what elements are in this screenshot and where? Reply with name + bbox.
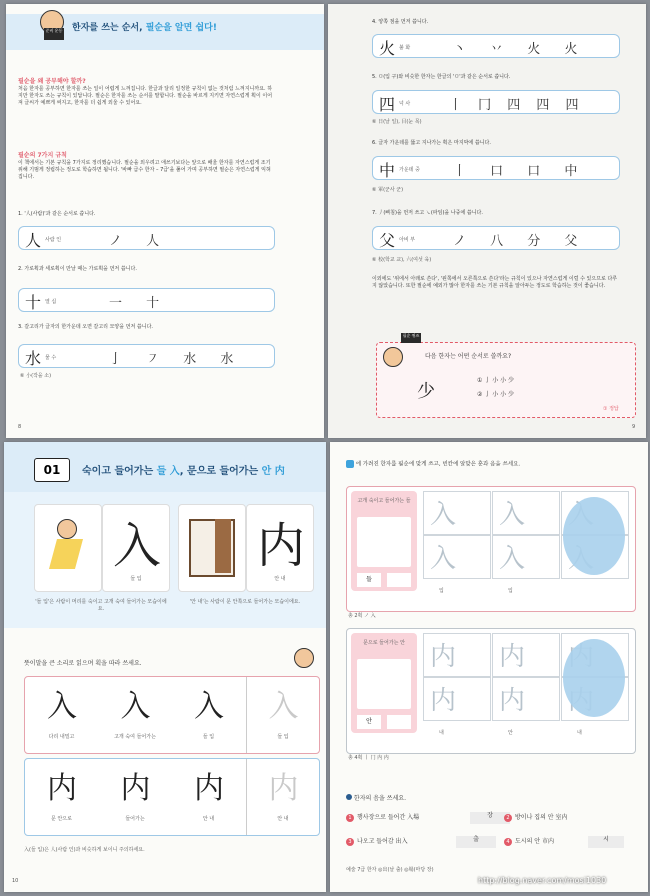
person-body-icon [49,539,83,569]
rules-body: 이 책에서는 기본 규칙을 7가지로 정리했습니다. 필순을 외우려고 애쓰기보다는 앞으로 배울 한자를 자연스럽게 조기 위해 기범게 정립하는 정도로 학습하면 됩니다. '바빠 급수 한자 – 7급'을 풀어 가며 공부하면 필순은 자연스럽게 익혀집니다. [18,160,271,180]
ink-blob-icon [563,639,625,717]
rule-4-steps: 丶 丷 火 火 [453,42,588,57]
title-part: 한자를 쓰는 순서, [72,23,146,33]
ink-blob-icon [563,497,625,575]
rule-1: 1. '人(사람)'과 같은 순서로 씁니다. [18,211,96,217]
question-2-text: 방이나 집의 안 室内 [515,814,568,821]
card-inside-desc: '안 내'는 사람이 문 안쪽으로 들어가는 모습이에요. [189,599,301,605]
trace-label: 다리 내밀고 [48,734,75,740]
summary-text: 이외에도 '위에서 아래로 쓴다', '왼쪽에서 오른쪽으로 쓴다'라는 규칙이 있으나 자연스럽게 이럴 수 있으므로 다루지 않았습니다. 또한 필순에 예외가 많아 한자를 쓰는 기본 규칙을 알아두는 정도로 학습하는 것이 좋습니다. [372,276,618,289]
rule-3-sub: 물 수 [45,355,57,361]
lesson-number: 01 [34,458,70,482]
lesson-title [82,462,285,477]
practice-cell[interactable] [423,491,491,535]
guide-char: 入 [430,500,457,530]
title-part: 숙이고 들어가는 [82,466,157,477]
trace-cell [172,759,245,835]
page-11 [330,442,648,892]
trace-cell [99,677,172,753]
reading-label: 입 [508,588,513,594]
quiz-char: 少 [417,381,435,402]
question-3-text: 나오고 들어감 出入 [357,838,408,845]
hint-panel [351,633,417,733]
rule-7-band [372,226,620,250]
guide-char: 内 [430,642,457,672]
rule-7-note: ⑥ 校(학교 교), 六(여섯 육) [372,257,432,263]
trace-label: 들 입 [202,734,215,740]
instruction-text: 에 가려진 한자를 필순에 맞게 쓰고, 빈칸에 알맞은 훈과 음을 쓰세요. [355,461,521,468]
hint-blank[interactable] [387,573,411,587]
question-4 [504,836,609,846]
practice-grid-enter [423,491,631,601]
reading-label: 내 [577,730,582,736]
rule-7: 7. 丿(삐침)을 먼저 쓰고 ㇏(파임)을 나중에 씁니다. [372,210,483,216]
title-highlight-1: 들 入 [156,466,180,477]
person-head-icon [57,519,77,539]
quiz-solution: ① 정답 [603,406,619,412]
card-inside [246,504,314,592]
rules-heading: 필순의 7가지 규칙 [18,152,67,159]
title-highlight-2: 안 内 [261,466,285,477]
rule-1-sub: 사람 인 [45,237,62,243]
hint-panel [351,491,417,591]
rule-4: 4. 양쪽 점을 먼저 씁니다. [372,19,429,25]
why-heading: 필순을 왜 공부해야 할까? [18,78,86,85]
guide-char: 入 [499,544,526,574]
page-number: 10 [12,878,19,884]
quiz-question: 다음 한자는 어떤 순서로 쓸까요? [425,353,512,360]
rule-5-sub: 넉 사 [399,101,411,107]
rule-6-char: 中 [379,161,396,180]
trace-row-enter-cells [25,677,319,753]
stroke-order-inside: 총 4획 丨 冂 内 内 [348,755,389,761]
rule-2: 2. 가로획과 세로획이 만날 때는 가로획을 먼저 씁니다. [18,266,137,272]
trace-label: 문 안으로 [51,816,72,822]
instruction: 뜻이말을 큰 소리로 읽으며 획을 따라 쓰세요. [24,660,142,667]
rule-5-band [372,90,620,114]
trace-label: 들 입 [277,734,289,740]
page-9 [328,4,646,438]
question-heading-text: 한자의 음을 쓰세요. [353,795,407,802]
page-title [72,20,217,33]
answer-4[interactable]: 시 [588,836,624,848]
guide-char: 入 [499,500,526,530]
rule-3-steps: 亅 ㇇ 水 水 [109,352,244,367]
person-illustration [34,504,102,592]
question-3 [346,836,479,846]
practice-cell[interactable] [492,535,560,579]
trace-char: 入 [268,689,299,724]
rule-3: 3. 갈고리가 글자의 한가운데 오면 갈고리 모양을 먼저 씁니다. [18,324,153,330]
trace-char: 入 [194,689,224,724]
guide-char: 入 [430,544,457,574]
hint-blank[interactable] [387,715,411,729]
rule-2-char: 十 [25,293,42,312]
guide-char: 内 [499,642,526,672]
rule-2-steps: 一 十 [109,296,170,311]
write-box[interactable] [357,517,411,567]
door-leaf-icon [215,519,231,573]
hint-title: 문으로 들어가는 안 [363,640,405,646]
practice-box-inside [346,628,636,754]
trace-char: 内 [120,771,151,806]
rule-6-sub: 가운데 중 [399,167,420,173]
trace-char: 内 [268,771,299,806]
hint-fill: 안 [357,715,381,729]
practice-cell[interactable] [423,633,491,677]
blob-icon [346,460,354,468]
rule-7-char: 父 [379,231,396,250]
trace-char: 内 [47,771,77,806]
num-1-icon: 1 [346,814,354,822]
footer-note: 예술 7급 한자 ◎出(날 출) ◎場(마당 장) [346,867,434,873]
num-2-icon: 2 [504,814,512,822]
practice-box-enter [346,486,636,612]
trace-label: 고개 숙여 들어가는 [114,734,156,740]
answer-1[interactable]: 장 [470,812,510,824]
guide-char: 内 [430,686,457,716]
trace-cell[interactable] [246,759,320,835]
trace-cell [99,759,172,835]
rule-4-sub: 불 화 [399,45,411,51]
num-4-icon: 4 [504,838,512,846]
trace-cell[interactable] [246,677,320,753]
rule-1-char: 人 [25,231,42,250]
hint-title: 고개 숙이고 들어가는 들 [357,498,411,504]
rule-7-sub: 아비 부 [399,237,416,243]
rule-5-char: 四 [379,95,396,114]
reading-label: 입 [439,588,444,594]
write-box[interactable] [357,659,411,709]
guide-char: 内 [499,686,526,716]
practice-cell[interactable] [492,677,560,721]
rule-7-steps: ノ 八 分 父 [453,234,588,249]
page-8 [6,4,324,438]
rule-3-band [18,344,275,368]
title-part: , 문으로 들어가는 [179,466,262,477]
question-heading [346,794,406,803]
page-number: 8 [18,424,22,430]
reading-label: 안 [508,730,513,736]
quiz-answer-2: ② 亅 小 小 少 [477,391,515,398]
num-3-icon: 3 [346,838,354,846]
quiz-answer-1: ① 亅 小 小 少 [477,377,515,384]
instruction [346,460,520,469]
girl-mascot-icon [294,648,314,668]
question-4-text: 도시의 안 市内 [515,838,554,845]
rule-5-note: ⑥ 日(날 일), 目(눈 목) [372,119,422,125]
rule-1-band [18,226,275,250]
trace-row-enter [24,676,320,754]
rule-5-steps: 丨 冂 四 四 四 [449,98,585,113]
page-number: 9 [632,424,636,430]
rule-4-band [372,34,620,58]
practice-cell[interactable] [423,535,491,579]
trace-row-inside-cells [25,759,319,835]
stroke-order-enter: 총 2획 ノ 入 [348,613,376,619]
trace-label: 안 내 [202,816,215,822]
trace-label: 들어가는 [125,816,145,822]
bullet-icon [346,794,352,800]
rule-3-char: 水 [25,349,42,368]
card-inside-label: 안 내 [274,576,286,582]
rule-4-char: 火 [379,39,396,58]
why-body: 처음 한자를 공부하면 한자를 쓰는 일이 어렵게 느껴집니다. 한글과 달리 일정한 규칙이 없는 것처럼 느껴지니까요. 하지만 한자도 쓰는 규칙이 있답니다. 필순은 한자를 쓰는 순서를 말합니다. 필순을 바르게 지키면 자연스럽게 획이 이어져 글씨가 예쁘게 써지고, 한자를 더 쉽게 외울 수 있어요. [18,86,273,106]
rule-6-steps: 丨 口 口 中 [453,164,588,179]
page-10 [4,442,326,892]
quiz-box [376,333,636,418]
boy-mascot-icon [383,347,403,367]
question-1 [346,812,493,822]
tip-text: 入(들 입)은 人(사람 인)과 비슷하게 보이니 주의하세요. [24,847,145,853]
trace-label: 안 내 [277,816,289,822]
trace-cell [172,677,245,753]
watermark: http://blog.naver.com/mosi1030 [478,876,607,885]
rule-3-note: ⑥ 小(작을 소) [20,373,52,379]
door-illustration [178,504,246,592]
hint-fill: 들 [357,573,381,587]
trace-char: 入 [120,689,151,724]
question-2 [504,814,568,822]
trace-char: 入 [47,689,77,724]
question-1-text: 행사장으로 들어간 入場 [357,814,420,821]
rule-1-steps: ノ 人 [109,234,170,249]
quiz-badge: 필순 퀴즈 [401,333,421,343]
title-highlight: 필순을 알면 쉽다! [145,23,217,33]
reading-label: 내 [439,730,444,736]
card-enter-desc: '들 입'은 사람이 머리를 숙이고 고개 숙여 들어가는 모습이에요. [35,599,167,612]
rule-2-sub: 열 십 [45,299,57,305]
practice-grid-inside [423,633,631,743]
rule-2-band [18,288,275,312]
practice-cell[interactable] [492,633,560,677]
trace-row-inside [24,758,320,836]
badge: 준비 운동 [44,28,64,40]
rule-6-band [372,156,620,180]
card-enter-char: 入 [113,518,162,574]
practice-cell[interactable] [492,491,560,535]
card-inside-char: 内 [257,518,306,574]
rule-6: 6. 글자 가운데를 뚫고 지나가는 획은 마지막에 씁니다. [372,140,491,146]
rule-6-note: ⑥ 軍(군사 군) [372,187,404,193]
rule-5: 5. ㅁ(입 구)와 비슷한 한자는 한글의 'ㅁ'과 같은 순서로 씁니다. [372,74,511,80]
answer-3[interactable]: 출 [456,836,496,848]
card-enter-label: 들 입 [130,576,142,582]
trace-cell [25,677,98,753]
practice-cell[interactable] [423,677,491,721]
card-enter [102,504,170,592]
trace-char: 内 [194,771,224,806]
trace-cell [25,759,98,835]
